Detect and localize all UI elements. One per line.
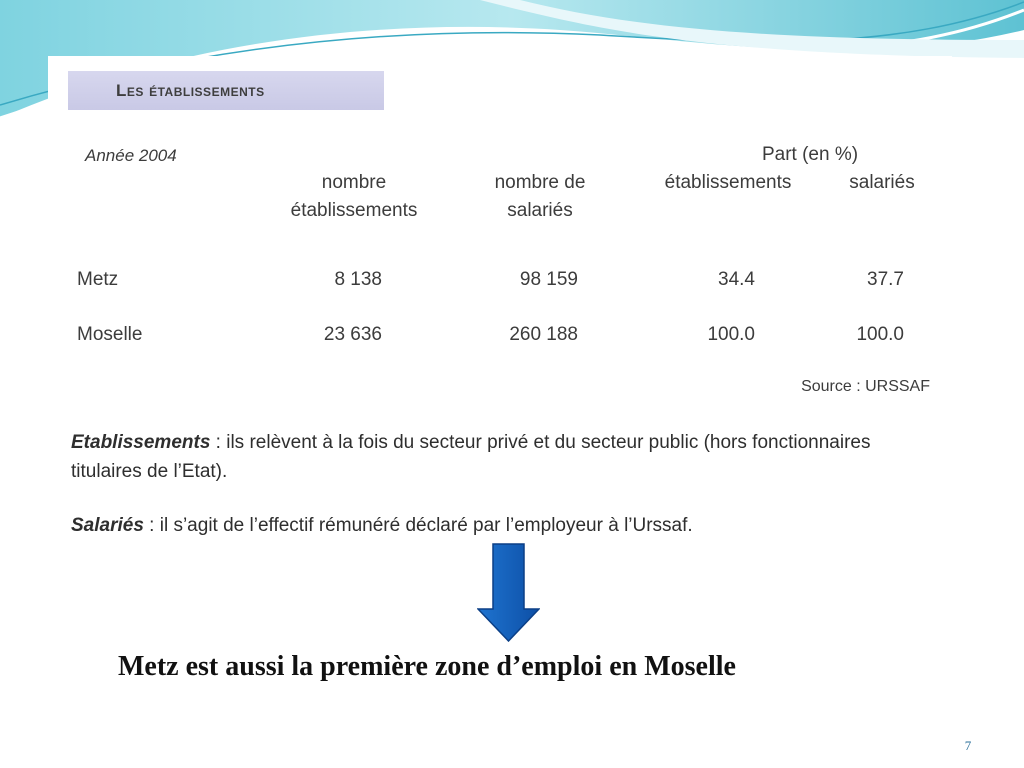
cell-part-etab: 34.4	[718, 269, 755, 290]
page-number: 7	[964, 738, 972, 753]
note-term: Salariés	[71, 515, 144, 536]
col-header-nombre-sal-line1: nombre de	[494, 172, 586, 193]
source-label: Source : URSSAF	[801, 378, 930, 395]
cell-part-etab: 100.0	[707, 324, 755, 345]
cell-part-sal: 37.7	[867, 269, 904, 290]
section-title-box	[68, 71, 384, 110]
note-text: : il s’agit de l’effectif rémunéré déclaré par l’employeur à l’Urssaf.	[143, 515, 693, 536]
cell-etablissements: 23 636	[323, 324, 382, 345]
cell-part-sal: 100.0	[856, 324, 904, 345]
down-arrow-icon	[477, 543, 540, 642]
note-salaries	[71, 511, 911, 540]
note-term: Etablissements	[71, 432, 211, 453]
conclusion-text: Metz est aussi la première zone d’emploi en Moselle	[118, 651, 736, 682]
col-header-nombre-etab-line2: établissements	[290, 200, 418, 221]
col-header-nombre-sal-line2: salariés	[507, 200, 573, 221]
cell-salaries: 98 159	[519, 269, 578, 290]
section-title: Les établissements	[116, 81, 265, 100]
row-label: Metz	[77, 269, 119, 290]
col-header-nombre-etab-line1: nombre	[321, 172, 387, 193]
col-header-part-sal: salariés	[849, 172, 915, 193]
col-header-part-etab: établissements	[664, 172, 792, 193]
row-label: Moselle	[77, 324, 143, 345]
note-etablissements	[71, 428, 911, 486]
cell-etablissements: 8 138	[334, 269, 382, 290]
cell-salaries: 260 188	[509, 324, 578, 345]
part-header: Part (en %)	[761, 144, 859, 165]
table-image-panel	[48, 56, 952, 584]
year-label: Année 2004	[85, 146, 177, 165]
note-text: : ils relèvent à la fois du secteur privé et du secteur public (hors fonctionnaires titulaires de l’Etat).	[71, 432, 871, 482]
